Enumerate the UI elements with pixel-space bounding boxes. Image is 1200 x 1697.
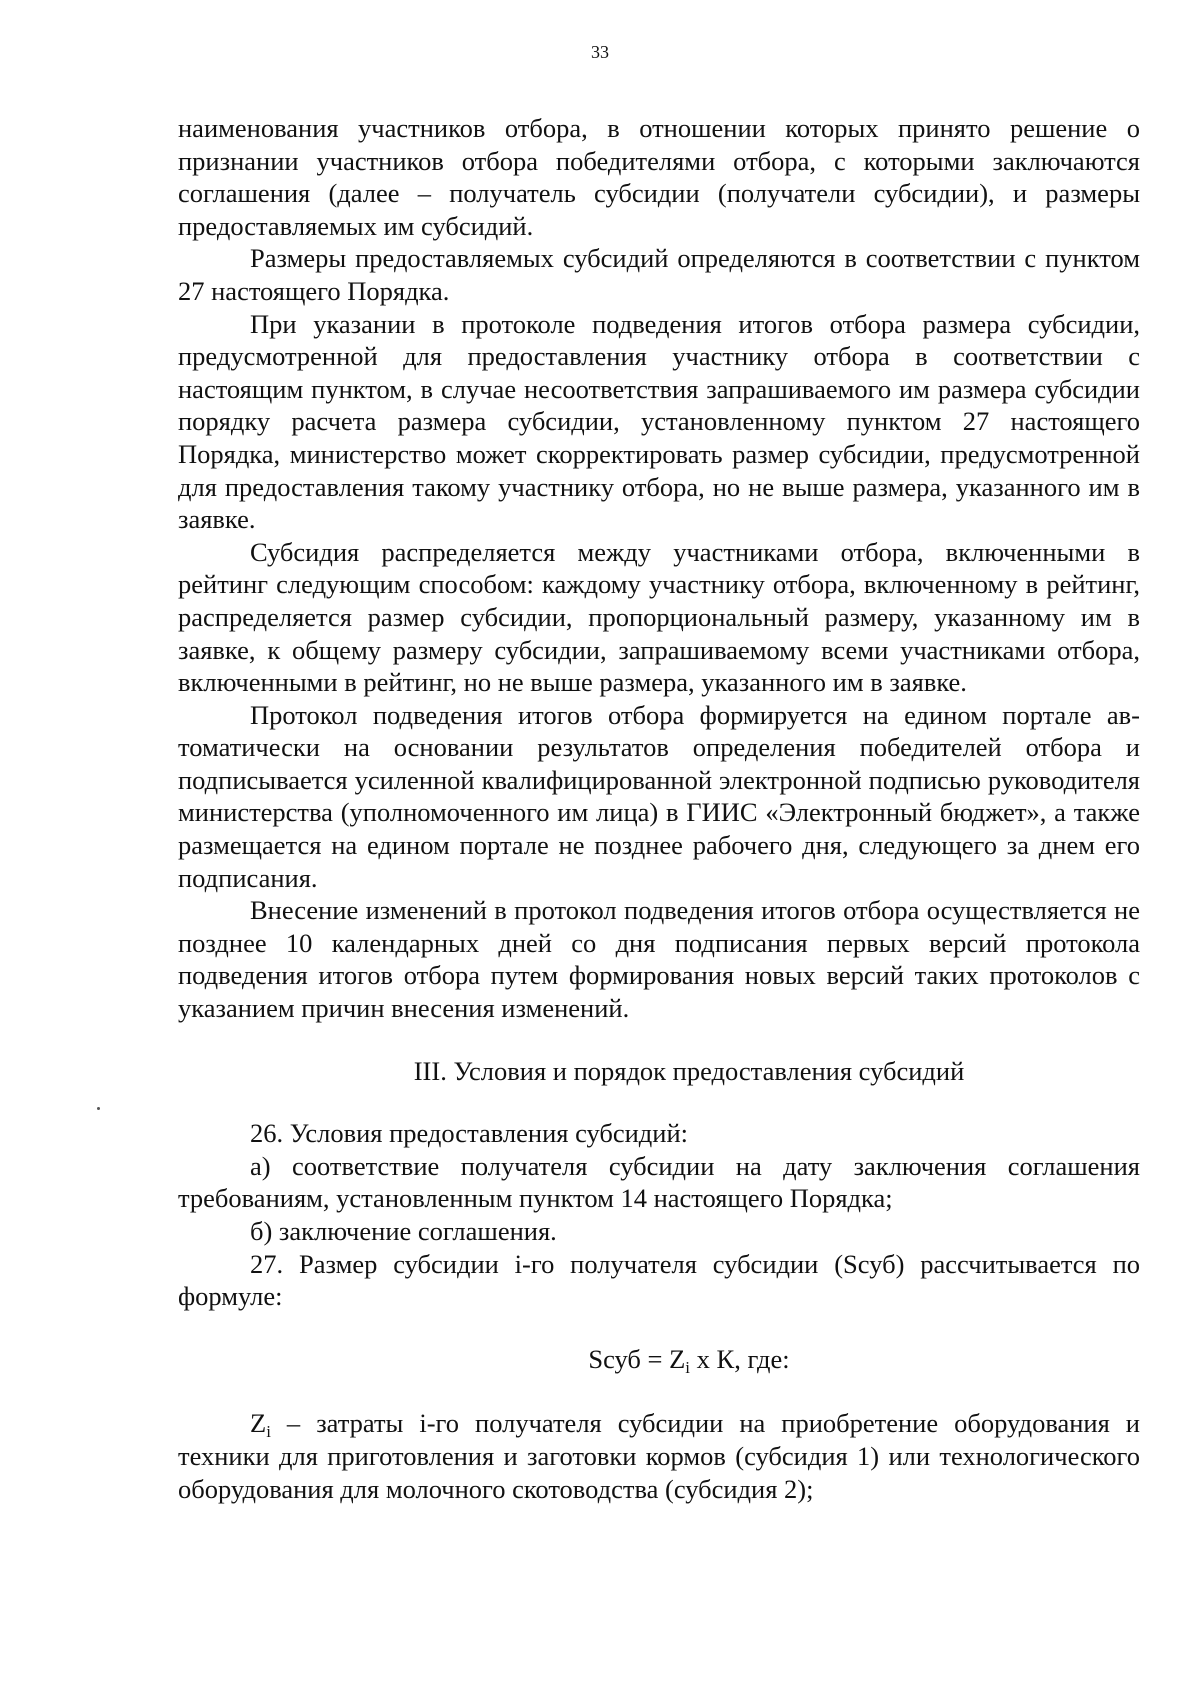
definition-subscript: i [266, 1422, 271, 1442]
paragraph: б) заключение соглашения. [250, 1216, 557, 1246]
paragraph: а) соответствие получателя субсидии на дату заключения соглашения требованиям, установленным пунктом 14 настоящего Порядка; [178, 1150, 1140, 1214]
formula-left: Sсуб = Z [588, 1343, 686, 1374]
document-body [178, 112, 1140, 1505]
paragraph: Внесение изменений в протокол подведения итогов отбора осуществляется не позднее 10 календарных дней со дня подписания первых версий протокола подведения итогов отбора путем формирования новых версий таких протоколов с указанием причин внесения изменений. [178, 895, 1140, 1024]
paragraph: Протокол подведения итогов отбора формируется на едином портале автоматически на основании результатов определения победителей отбора и подписывается усиленной квалифицированной электронной подписью руководителя министерства (уполномоченного им лица) в ГИИС «Электронный бюджет», а также размещается на едином портале не позднее рабочего дня, следующего за днем его подписания. [178, 699, 1140, 893]
paragraph: Субсидия распределяется между участниками отбора, включенными в рейтинг следующим способом: каждому участнику отбора, включенному в рейтинг, распределяется размер субсидии, пропорциональный размеру, указанному им в заявке, к общему размеру субсидии, запрашиваемому всеми участниками отбора, включенными в рейтинг, но не выше размера, указанного им в заявке. [178, 536, 1140, 698]
definition-paragraph [178, 1407, 1140, 1505]
formula-subscript: i [685, 1357, 691, 1377]
formula-right: х К, где: [690, 1343, 790, 1374]
section-heading: III. Условия и порядок предоставления субсидий [413, 1055, 965, 1086]
definition-symbol: Z [250, 1408, 267, 1439]
paragraph: Размеры предоставляемых субсидий определяются в соответствии с пунктом 27 настоящего Порядка. [178, 243, 1140, 306]
paragraph: 26. Условия предоставления субсидий: [250, 1118, 689, 1149]
page-number: 33 [591, 42, 609, 62]
scan-artifact [97, 1107, 100, 1110]
paragraph: При указании в протоколе подведения итогов отбора размера субсидии, предусмотренной для предоставления участнику отбора в соответствии с настоящим пунктом, в случае несоответствия запрашиваемого им размера субсидии порядку расчета размера субсидии, установленному пунктом 27 настоящего Порядка, министерство может скорректировать размер субсидии, предусмотренной для предоставления такому участнику отбора, но не выше размера, указанного им в заявке. [178, 308, 1140, 535]
paragraph: наименования участников отбора, в отношении которых принято решение о признании участников отбора победителями отбора, с которыми заключаются соглашения (далее – получатель субсидии (получатели субсидии), и размеры предоставляемых им субсидий. [178, 113, 1140, 241]
paragraph: 27. Размер субсидии i-го получателя субсидии (Sсуб) рассчитывается по формуле: [178, 1248, 1140, 1312]
definition-text: – затраты i-го получателя субсидии на приобретение оборудования и техники для приготовления и заготовки кормов (субсидия 1) или технологического оборудования для молочного скотоводства (субсидия 2); [178, 1408, 1140, 1504]
formula [178, 1343, 1140, 1376]
